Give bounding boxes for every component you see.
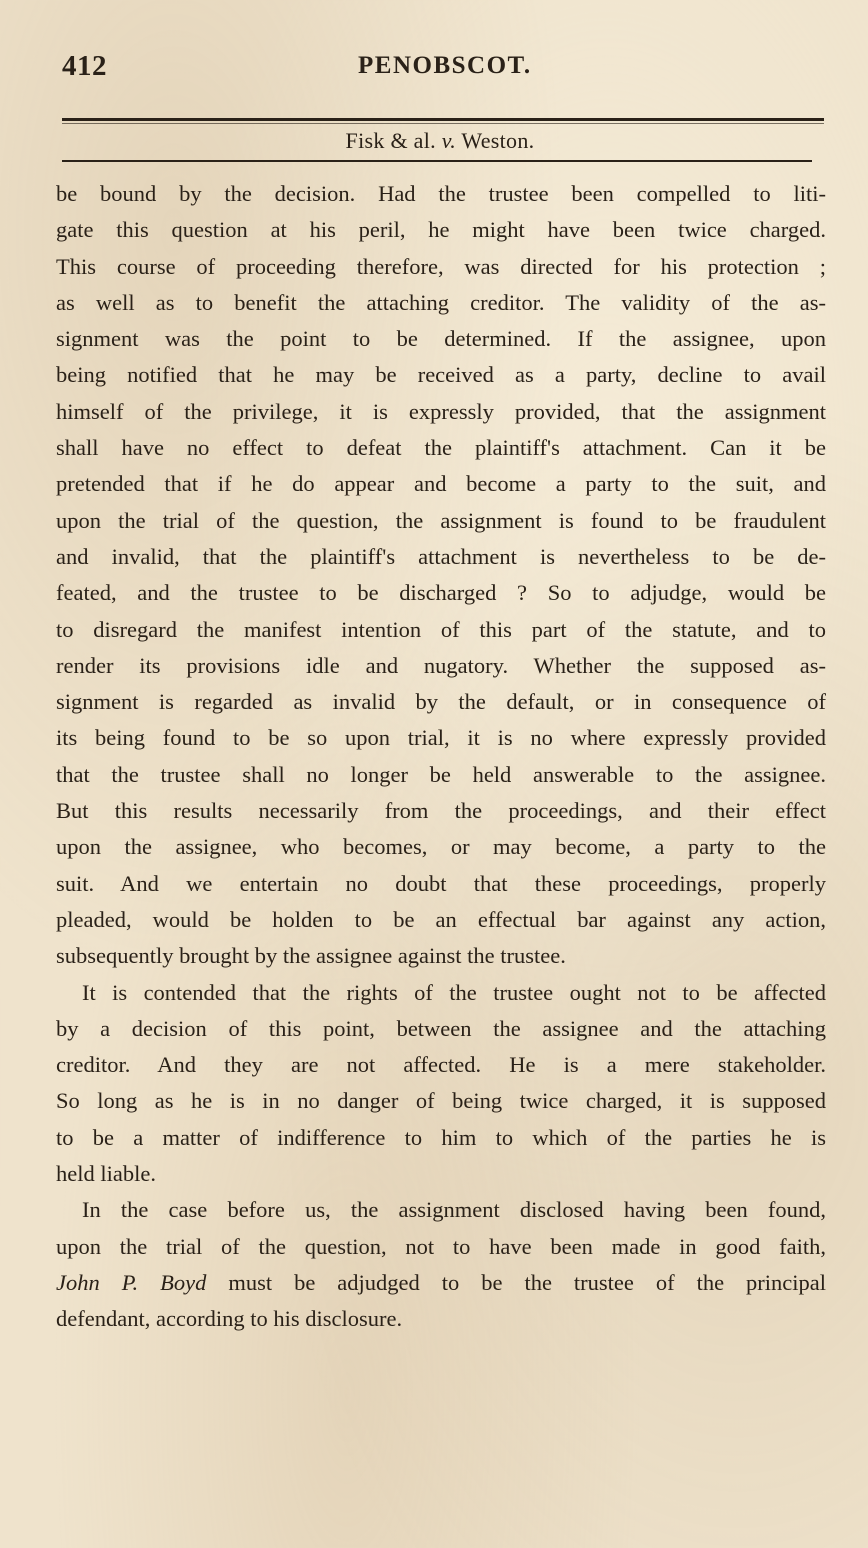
text-line: upon the trial of the question, the assignment is found to be fraudulent — [56, 507, 826, 533]
text-line: So long as he is in no danger of being twice charged, it is supposed — [56, 1088, 826, 1114]
text-line: subsequently brought by the assignee against the trustee. — [56, 943, 566, 969]
text-line: It is contended that the rights of the trustee ought not to be affected — [82, 979, 826, 1005]
text-line: to disregard the manifest intention of this part of the statute, and to — [56, 616, 826, 642]
text-line: But this results necessarily from the proceedings, and their effect — [56, 798, 826, 824]
text-line: himself of the privilege, it is expressly provided, that the assignment — [56, 398, 826, 424]
text-line: held liable. — [56, 1161, 156, 1187]
text-line: upon the trial of the question, not to have been made in good faith, — [56, 1233, 826, 1259]
text-line: its being found to be so upon trial, it is no where expressly provided — [56, 725, 826, 751]
text-line: suit. And we entertain no doubt that these proceedings, properly — [56, 870, 826, 896]
text-line: as well as to benefit the attaching creditor. The validity of the as- — [56, 289, 826, 315]
text-line: render its provisions idle and nugatory. Whether the supposed as- — [56, 652, 826, 678]
text-line: This course of proceeding therefore, was directed for his protection ; — [56, 253, 826, 279]
text-line: and invalid, that the plaintiff's attachment is nevertheless to be de- — [56, 543, 826, 569]
text-line: being notified that he may be received as a party, decline to avail — [56, 362, 826, 388]
header-rule-bottom — [62, 160, 812, 162]
header-rule-top — [62, 118, 824, 121]
text-line: by a decision of this point, between the assignee and the attaching — [56, 1015, 826, 1041]
header-rule-top-thin — [62, 123, 824, 124]
text-line-with-party — [56, 1265, 826, 1301]
case-title-plaintiffs: Fisk & al. — [345, 128, 436, 153]
case-title-versus: v. — [441, 128, 456, 153]
text-line: signment is regarded as invalid by the default, or in consequence of — [56, 689, 826, 715]
text-line: defendant, according to his disclosure. — [56, 1306, 403, 1332]
case-title — [0, 128, 868, 154]
text-line: that the trustee shall no longer be held answerable to the assignee. — [56, 761, 826, 787]
text-line: pretended that if he do appear and become a party to the suit, and — [56, 471, 826, 497]
text-line: In the case before us, the assignment disclosed having been found, — [82, 1197, 826, 1223]
page-number: 412 — [62, 50, 107, 82]
opinion-text — [56, 176, 826, 1338]
text-line: to be a matter of indifference to him to which of the parties he is — [56, 1124, 826, 1150]
text-line: be bound by the decision. Had the trustee been compelled to liti- — [56, 181, 826, 206]
text-line-rest: must be adjudged to be the trustee of the principal — [206, 1269, 826, 1295]
text-line: gate this question at his peril, he might have been twice charged. — [56, 217, 826, 243]
text-line: creditor. And they are not affected. He is a mere stakeholder. — [56, 1052, 826, 1078]
text-line: shall have no effect to defeat the plaintiff's attachment. Can it be — [56, 435, 826, 461]
party-name: John P. Boyd — [56, 1269, 207, 1295]
text-line: feated, and the trustee to be discharged ? So to adjudge, would be — [56, 580, 826, 606]
text-line: upon the assignee, who becomes, or may become, a party to the — [56, 834, 826, 860]
case-title-defendant: Weston. — [461, 128, 535, 153]
running-title: PENOBSCOT. — [358, 52, 532, 79]
text-line: signment was the point to be determined. If the assignee, upon — [56, 326, 826, 352]
text-line: pleaded, would be holden to be an effectual bar against any action, — [56, 906, 826, 932]
running-head — [62, 50, 822, 86]
